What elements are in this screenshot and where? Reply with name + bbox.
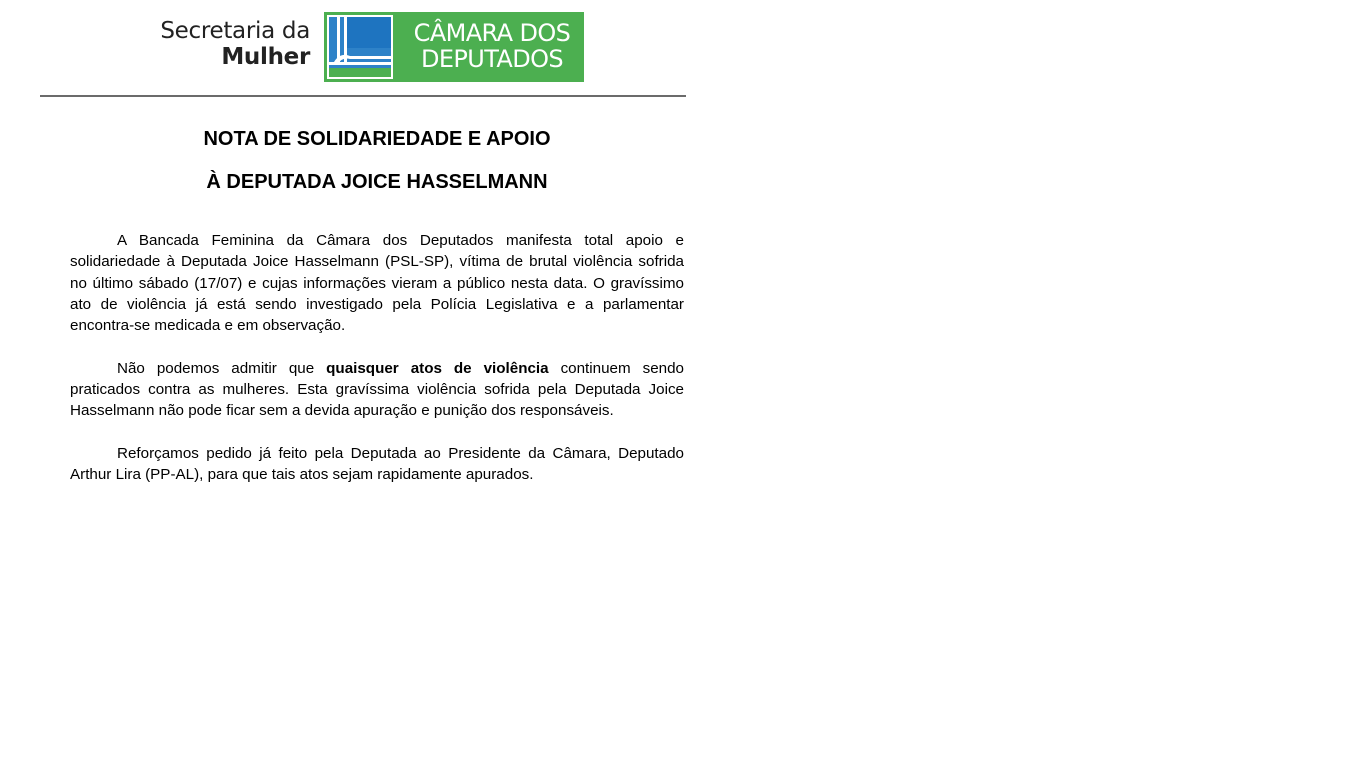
paragraph-3: Reforçamos pedido já feito pela Deputada ao Presidente da Câmara, Deputado Arthur Lira (PP-AL), para que tais atos sejam rapidamente apurados. [70,444,684,484]
camara-logo-wordmark [404,20,580,72]
camara-logo-line2: DEPUTADOS [420,45,564,73]
secretaria-logo-line2: Mulher [221,44,310,70]
title-line1: NOTA DE SOLIDARIEDADE E APOIO [203,128,551,150]
paragraph-2-emphasis: quaisquer atos de violência [326,359,549,377]
secretaria-da-mulher-logo [150,18,310,70]
camara-logo-line1: CÂMARA DOS [413,19,571,47]
document-title [70,118,684,204]
congress-building-icon [324,12,396,82]
title-line2: À DEPUTADA JOICE HASSELMANN [206,171,548,193]
secretaria-logo-line1: Secretaria da [160,18,310,44]
document-header [0,0,700,96]
document-body [70,230,684,507]
paragraph-2-start: Não podemos admitir que [117,359,327,377]
paragraph-1: A Bancada Feminina da Câmara dos Deputados manifesta total apoio e solidariedade à Deputada Joice Hasselmann (PSL-SP), vítima de brutal violência sofrida no último sábado (17/07) e cujas informações vieram a público nesta data. O gravíssimo ato de violência já está sendo investigado pela Polícia Legislativa e a parlamentar encontra-se medicada e em observação. [70,232,684,335]
paragraph-2 [70,358,684,422]
paragraph-2-end: continuem sendo praticados contra as mulheres. Esta gravíssima violência sofrida pela Deputada Joice Hasselmann não pode ficar sem a devida apuração e punição dos responsáveis. [70,359,684,420]
camara-dos-deputados-logo [324,12,584,82]
header-divider [40,95,686,97]
